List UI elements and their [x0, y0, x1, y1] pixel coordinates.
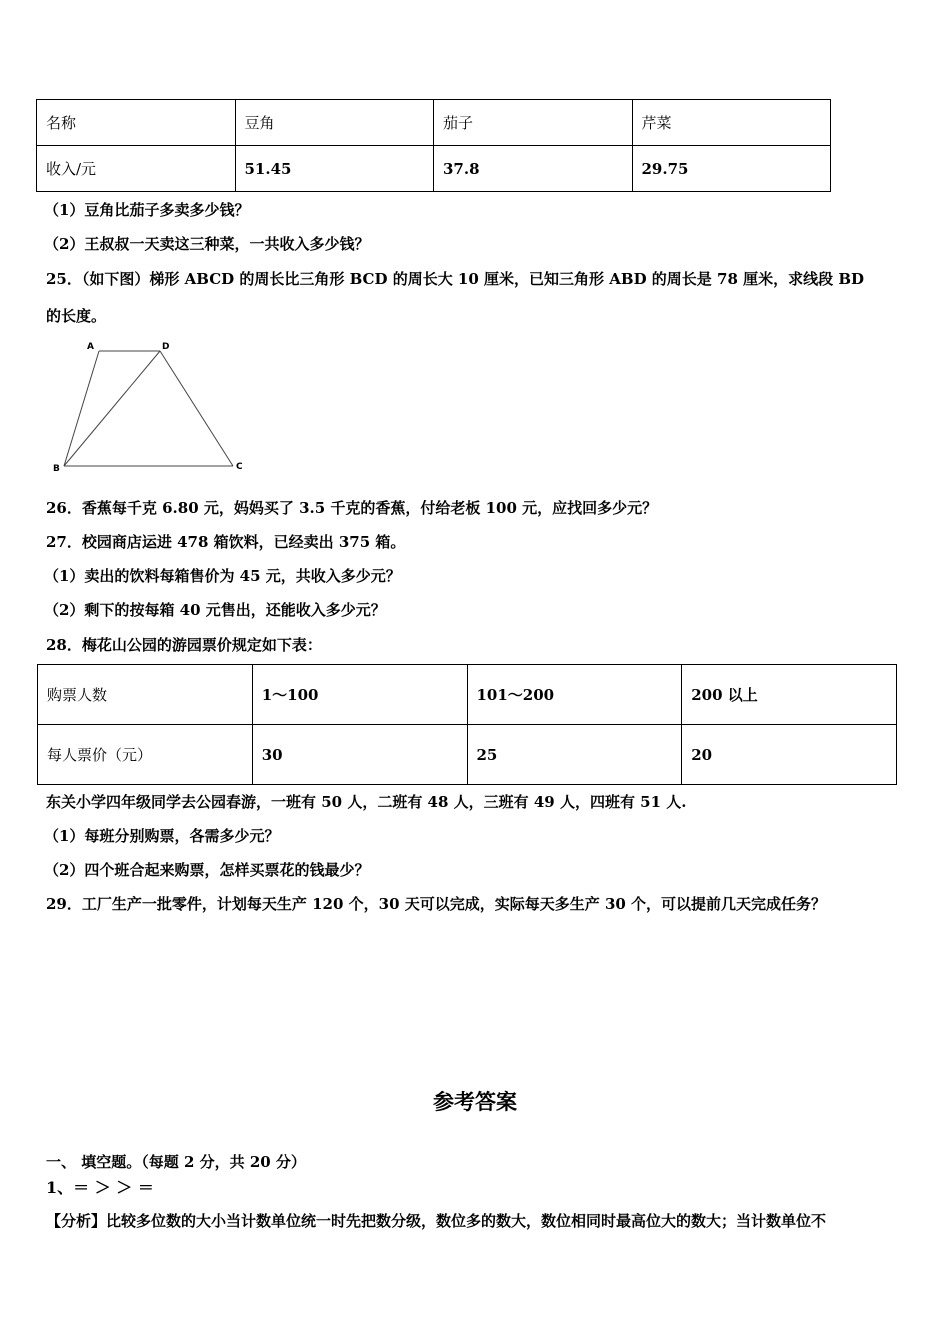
table-header-cell: 购票人数	[38, 665, 253, 725]
segment-dc	[160, 351, 233, 466]
segment-bd	[64, 351, 160, 466]
answers-title: 参考答案	[433, 1089, 517, 1114]
q24-sub2: （2）王叔叔一天卖这三种菜，一共收入多少钱？	[44, 235, 370, 253]
table-header-cell: 芹菜	[632, 100, 831, 146]
q27-sub1: （1）卖出的饮料每箱售价为 45 元，共收入多少元？	[44, 567, 401, 585]
q27-stem: 27．校园商店运进 478 箱饮料，已经卖出 375 箱。	[46, 533, 406, 551]
table-row	[38, 725, 897, 785]
answers-section1-heading: 一、 填空题。（每题 2 分，共 20 分）	[46, 1153, 306, 1171]
table-header-cell: 豆角	[235, 100, 434, 146]
vertex-label-b: B	[53, 464, 60, 474]
q27-sub2: （2）剩下的按每箱 40 元售出，还能收入多少元？	[44, 601, 386, 619]
q28-desc: 东关小学四年级同学去公园春游，一班有 50 人，二班有 48 人，三班有 49 人，四班有 51 人.	[46, 793, 687, 811]
ticket-price-table	[37, 664, 897, 785]
segment-ab	[64, 351, 99, 466]
answer-1: 1、＝ ＞ ＞ ＝	[46, 1178, 154, 1197]
table-header-cell: 200 以上	[682, 665, 897, 725]
table-cell: 20	[682, 725, 897, 785]
vertex-label-d: D	[162, 342, 170, 352]
table-cell: 51.45	[235, 146, 434, 192]
table-cell: 收入/元	[37, 146, 236, 192]
q24-sub1: （1）豆角比茄子多卖多少钱？	[44, 201, 250, 219]
q26-text: 26．香蕉每千克 6.80 元，妈妈买了 3.5 千克的香蕉，付给老板 100 元，应找回多少元？	[46, 499, 658, 517]
table-row	[37, 146, 831, 192]
q29-text: 29．工厂生产一批零件，计划每天生产 120 个，30 天可以完成，实际每天多生产 30 个，可以提前几天完成任务？	[46, 895, 827, 913]
table-cell: 每人票价（元）	[38, 725, 253, 785]
q28-sub2: （2）四个班合起来购票，怎样买票花的钱最少？	[44, 861, 370, 879]
q25-line1: 25．（如下图）梯形 ABCD 的周长比三角形 BCD 的周长大 10 厘米，已知三角形 ABD 的周长是 78 厘米，求线段 BD	[46, 270, 865, 288]
table-header-cell: 名称	[37, 100, 236, 146]
q28-stem: 28．梅花山公园的游园票价规定如下表：	[46, 636, 322, 654]
vertex-label-c: C	[236, 462, 243, 472]
table-header-cell: 茄子	[434, 100, 633, 146]
answer-1-analysis: 【分析】比较多位数的大小当计数单位统一时先把数分级，数位多的数大，数位相同时最高位大的数大；当计数单位不	[46, 1212, 827, 1230]
table-cell: 25	[467, 725, 682, 785]
income-table	[36, 99, 831, 192]
q28-sub1: （1）每班分别购票，各需多少元？	[44, 827, 280, 845]
table-row	[38, 665, 897, 725]
trapezoid-figure	[50, 338, 250, 478]
table-header-cell: 1～100	[252, 665, 467, 725]
table-header-cell: 101～200	[467, 665, 682, 725]
table-cell: 30	[252, 725, 467, 785]
q25-line2: 的长度。	[46, 307, 107, 325]
table-row	[37, 100, 831, 146]
table-cell: 37.8	[434, 146, 633, 192]
table-cell: 29.75	[632, 146, 831, 192]
vertex-label-a: A	[87, 342, 94, 352]
